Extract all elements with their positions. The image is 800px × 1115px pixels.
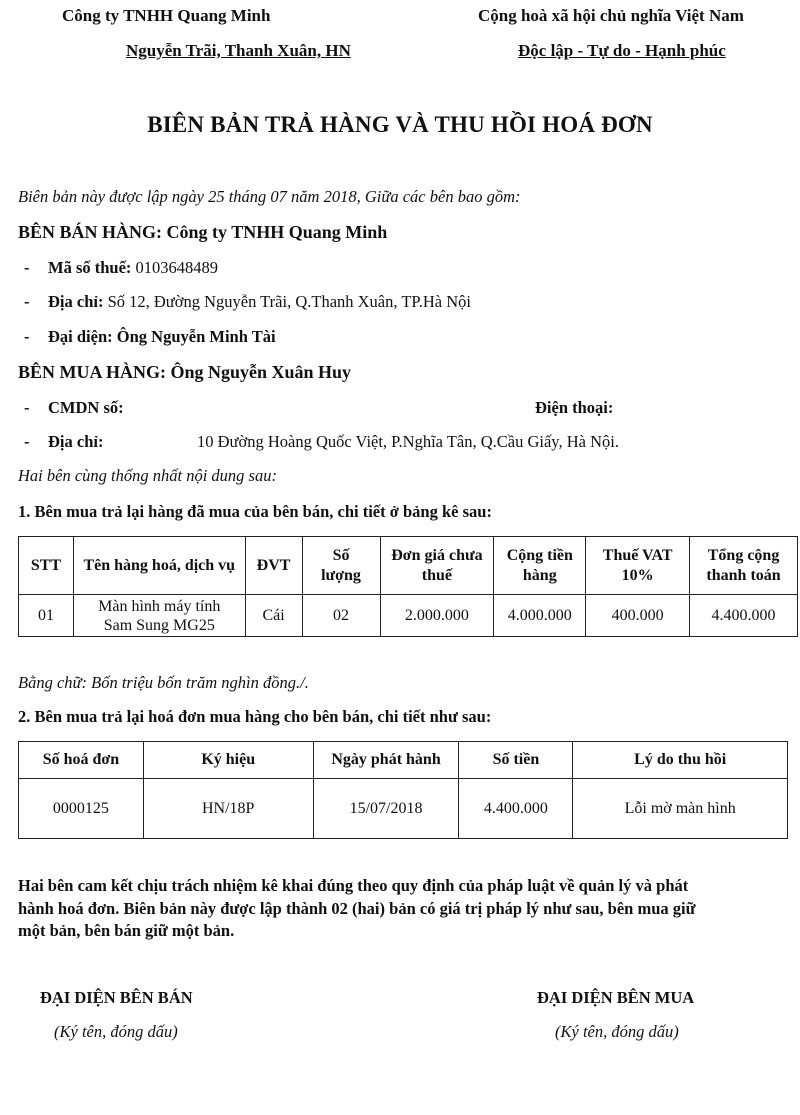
table-header-row bbox=[19, 537, 798, 595]
col-header-quantity: Số lượng bbox=[302, 537, 380, 595]
document-title: BIÊN BẢN TRẢ HÀNG VÀ THU HỒI HOÁ ĐƠN bbox=[147, 112, 653, 137]
buyer-heading bbox=[18, 362, 351, 383]
cell-vat: 400.000 bbox=[586, 595, 690, 637]
header-company-name: Công ty TNHH Quang Minh bbox=[62, 6, 271, 25]
seller-rep-label: Đại diện: bbox=[48, 327, 113, 346]
bullet-dash: - bbox=[24, 327, 30, 346]
buyer-id-label: CMDN số: bbox=[48, 398, 124, 417]
commitment-line-1: Hai bên cam kết chịu trách nhiệm kê khai đúng theo quy định của pháp luật về quản lý và phát bbox=[18, 876, 689, 895]
col-header-unit: ĐVT bbox=[245, 537, 302, 595]
table-row bbox=[19, 779, 788, 839]
col-header-unit-price: Đơn giá chưa thuế bbox=[380, 537, 494, 595]
col-header-amount: Số tiền bbox=[459, 742, 573, 779]
seller-tax-value: 0103648489 bbox=[135, 258, 219, 277]
seller-address-value: Số 12, Đường Nguyễn Trãi, Q.Thanh Xuân, TP.Hà Nội bbox=[107, 292, 471, 311]
bullet-dash: - bbox=[24, 432, 30, 451]
buyer-signature-title: ĐẠI DIỆN BÊN MUA bbox=[537, 988, 695, 1007]
commitment-line-2: hành hoá đơn. Biên bản này được lập thành 02 (hai) bản có giá trị pháp lý như sau, bên mua giữ bbox=[18, 899, 696, 918]
cell-stt: 01 bbox=[19, 595, 74, 637]
buyer-address-line bbox=[24, 432, 103, 452]
seller-signature-note: (Ký tên, đóng dấu) bbox=[54, 1022, 178, 1041]
buyer-address-label: Địa chỉ: bbox=[48, 432, 104, 451]
agreement-text: Hai bên cùng thống nhất nội dung sau: bbox=[18, 466, 277, 485]
cell-quantity: 02 bbox=[302, 595, 380, 637]
cell-issue-date: 15/07/2018 bbox=[313, 779, 459, 839]
section1-heading: 1. Bên mua trả lại hàng đã mua của bên bán, chi tiết ở bảng kê sau: bbox=[18, 502, 492, 521]
buyer-heading-label: BÊN MUA HÀNG: bbox=[18, 362, 166, 382]
table-row bbox=[19, 595, 798, 637]
col-header-invoice-number: Số hoá đơn bbox=[19, 742, 144, 779]
invoice-return-table bbox=[18, 741, 788, 839]
col-header-stt: STT bbox=[19, 537, 74, 595]
cell-symbol: HN/18P bbox=[143, 779, 313, 839]
col-header-symbol: Ký hiệu bbox=[143, 742, 313, 779]
cell-invoice-number: 0000125 bbox=[19, 779, 144, 839]
cell-reason: Lỗi mờ màn hình bbox=[573, 779, 788, 839]
cell-unit-price: 2.000.000 bbox=[380, 595, 494, 637]
table-header-row bbox=[19, 742, 788, 779]
bullet-dash: - bbox=[24, 258, 30, 277]
returned-goods-table bbox=[18, 536, 798, 637]
cell-amount: 4.400.000 bbox=[459, 779, 573, 839]
col-header-reason: Lý do thu hồi bbox=[573, 742, 788, 779]
seller-heading-label: BÊN BÁN HÀNG: bbox=[18, 222, 163, 242]
buyer-address-value: 10 Đường Hoàng Quốc Việt, P.Nghĩa Tân, Q.Cầu Giấy, Hà Nội. bbox=[197, 432, 619, 451]
buyer-id-line bbox=[24, 398, 124, 418]
seller-heading-value: Công ty TNHH Quang Minh bbox=[166, 222, 388, 242]
bullet-dash: - bbox=[24, 292, 30, 311]
seller-tax-line bbox=[24, 258, 218, 278]
seller-heading bbox=[18, 222, 387, 243]
bullet-dash: - bbox=[24, 398, 30, 417]
cell-subtotal: 4.000.000 bbox=[494, 595, 586, 637]
col-header-total: Tổng cộng thanh toán bbox=[690, 537, 798, 595]
cell-item-name: Màn hình máy tính Sam Sung MG25 bbox=[73, 595, 245, 637]
cell-unit: Cái bbox=[245, 595, 302, 637]
seller-rep-line bbox=[24, 327, 276, 347]
header-company-address: Nguyễn Trãi, Thanh Xuân, HN bbox=[126, 41, 351, 60]
seller-signature-title: ĐẠI DIỆN BÊN BÁN bbox=[40, 988, 193, 1007]
seller-tax-label: Mã số thuế: bbox=[48, 258, 132, 277]
cell-total: 4.400.000 bbox=[690, 595, 798, 637]
header-country-name: Cộng hoà xã hội chủ nghĩa Việt Nam bbox=[478, 6, 744, 25]
seller-rep-value: Ông Nguyễn Minh Tài bbox=[116, 327, 276, 346]
header-motto: Độc lập - Tự do - Hạnh phúc bbox=[518, 41, 726, 60]
col-header-issue-date: Ngày phát hành bbox=[313, 742, 459, 779]
section2-heading: 2. Bên mua trả lại hoá đơn mua hàng cho bên bán, chi tiết như sau: bbox=[18, 707, 492, 726]
intro-text: Biên bản này được lập ngày 25 tháng 07 năm 2018, Giữa các bên bao gồm: bbox=[18, 187, 521, 206]
buyer-signature-note: (Ký tên, đóng dấu) bbox=[555, 1022, 679, 1041]
amount-in-words: Bằng chữ: Bốn triệu bốn trăm nghìn đồng./. bbox=[18, 673, 309, 692]
col-header-subtotal: Cộng tiền hàng bbox=[494, 537, 586, 595]
commitment-line-3: một bản, bên bán giữ một bản. bbox=[18, 921, 235, 940]
col-header-item-name: Tên hàng hoá, dịch vụ bbox=[73, 537, 245, 595]
seller-address-label: Địa chỉ: bbox=[48, 292, 104, 311]
seller-address-line bbox=[24, 292, 471, 312]
buyer-phone-label: Điện thoại: bbox=[535, 398, 614, 417]
col-header-vat: Thuế VAT 10% bbox=[586, 537, 690, 595]
buyer-heading-value: Ông Nguyễn Xuân Huy bbox=[170, 362, 352, 382]
